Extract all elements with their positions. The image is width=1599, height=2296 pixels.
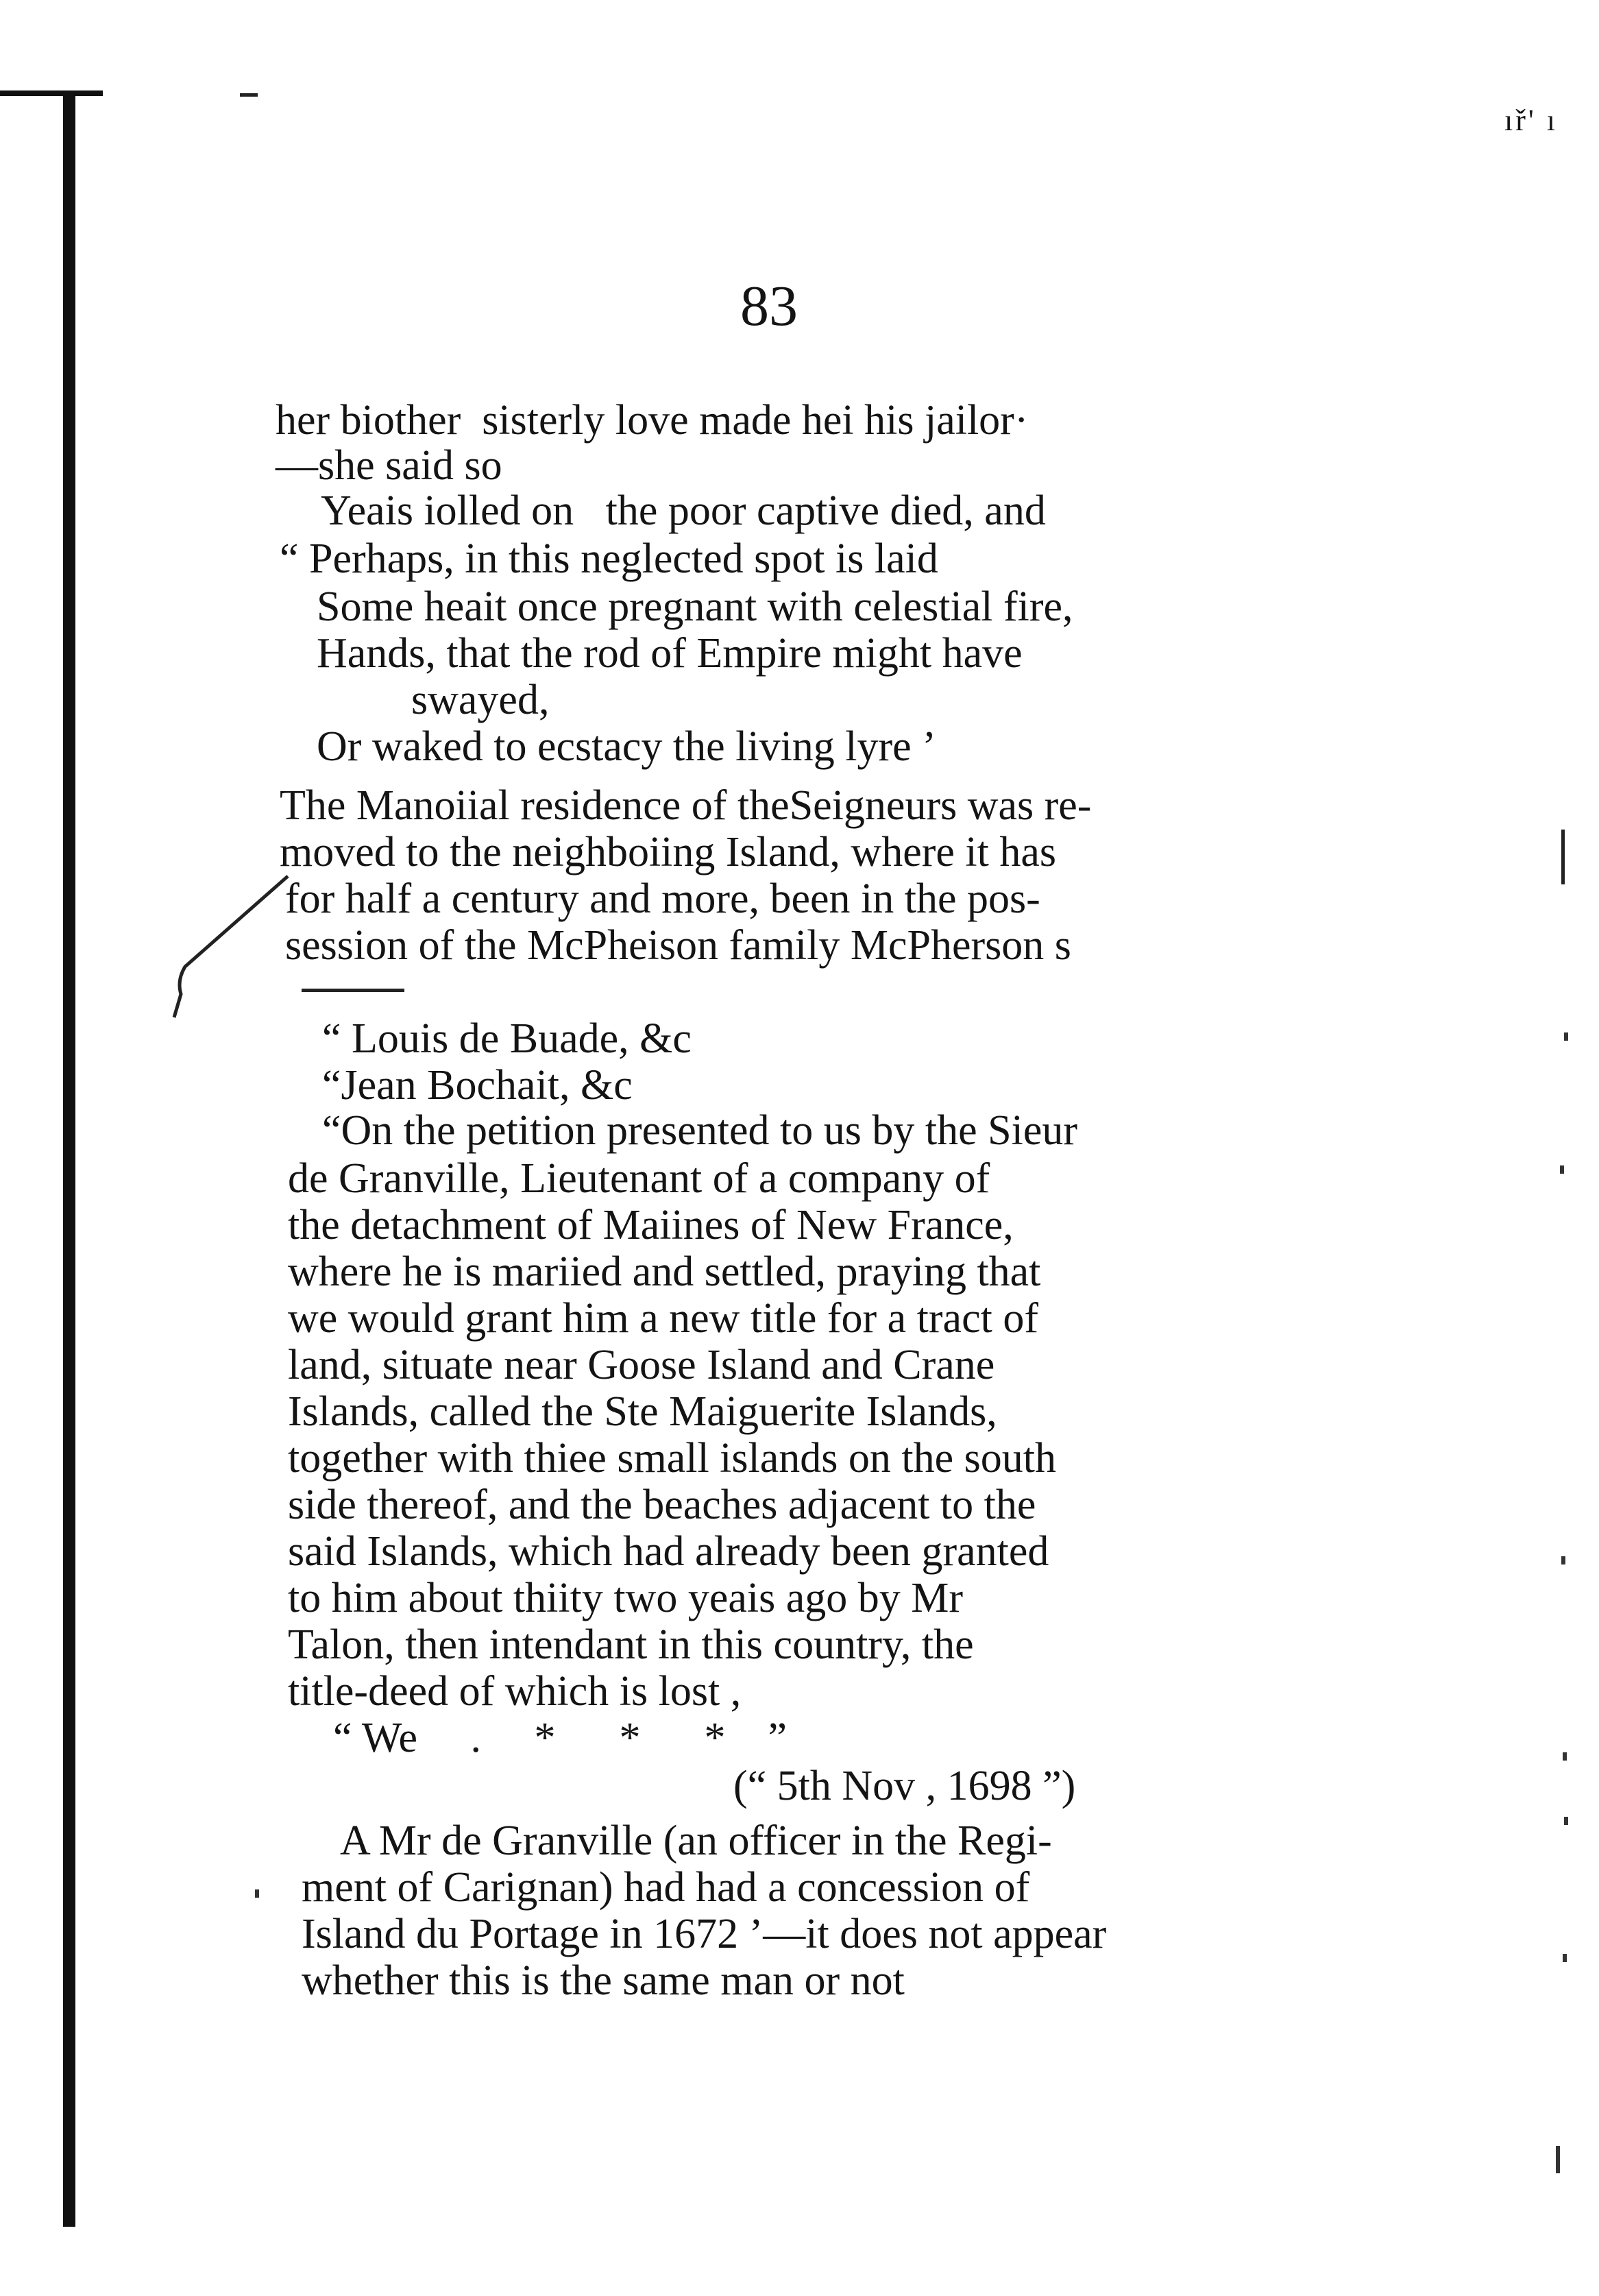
page-number: 83 — [740, 274, 798, 338]
margin-speck — [1564, 1817, 1568, 1825]
text-line: to him about thiity two yeais ago by Mr — [288, 1575, 964, 1621]
text-line: The Manoiial residence of theSeigneurs was re- — [280, 782, 1092, 829]
section-rule — [302, 989, 404, 992]
text-line: (“ 5th Nov , 1698 ”) — [733, 1763, 1076, 1809]
margin-annotation-stroke — [164, 871, 295, 1028]
text-line: session of the McPheison family McPherson s — [285, 922, 1071, 969]
margin-speck — [1564, 1032, 1568, 1041]
text-line: said Islands, which had already been granted — [288, 1528, 1049, 1575]
binding-edge — [63, 95, 75, 2227]
text-line: we would grant him a new title for a tract of — [288, 1295, 1038, 1342]
text-line: moved to the neighboiing Island, where it has — [280, 829, 1056, 875]
text-line: where he is mariied and settled, praying that — [288, 1248, 1041, 1295]
text-line: Or waked to ecstacy the living lyre ’ — [317, 723, 936, 770]
text-line: her biother sisterly love made hei his jailor· — [276, 397, 1029, 444]
text-line: “ Louis de Buade, &c — [322, 1015, 692, 1062]
margin-dash — [240, 93, 258, 97]
text-line: A Mr de Granville (an officer in the Regi- — [340, 1817, 1052, 1864]
text-line: Talon, then intendant in this country, the — [288, 1621, 974, 1668]
margin-speck — [1561, 1556, 1565, 1564]
corner-mark: ıř' ı — [1504, 104, 1558, 137]
text-line: land, situate near Goose Island and Crane — [288, 1342, 995, 1388]
text-line: swayed, — [411, 677, 550, 723]
text-line: “On the petition presented to us by the Sieur — [322, 1107, 1077, 1154]
right-margin-mark — [1561, 830, 1565, 884]
text-line: ment of Carignan) had had a concession of — [302, 1864, 1030, 1911]
text-line: de Granville, Lieutenant of a company of — [288, 1155, 990, 1202]
text-line: “ We . * * * ” — [333, 1715, 787, 1761]
text-line: —she said so — [276, 442, 502, 489]
text-line: Some heait once pregnant with celestial fire, — [317, 583, 1073, 630]
text-line: Island du Portage in 1672 ’—it does not appear — [302, 1911, 1107, 1957]
text-line: title-deed of which is lost , — [288, 1668, 742, 1715]
margin-speck — [1563, 1752, 1567, 1761]
margin-speck — [1560, 1165, 1564, 1174]
text-line: together with thiee small islands on the south — [288, 1435, 1056, 1482]
text-line: whether this is the same man or not — [302, 1957, 905, 2004]
text-line: Hands, that the rod of Empire might have — [317, 630, 1023, 677]
margin-speck — [1556, 2146, 1560, 2173]
margin-speck — [1563, 1954, 1567, 1962]
text-line: side thereof, and the beaches adjacent to the — [288, 1482, 1036, 1528]
binding-edge-top — [0, 90, 103, 96]
text-line: Yeais iolled on the poor captive died, and — [321, 487, 1046, 534]
margin-speck — [255, 1889, 259, 1898]
text-line: Islands, called the Ste Maiguerite Islands, — [288, 1388, 997, 1435]
text-line: “ Perhaps, in this neglected spot is laid — [280, 535, 938, 582]
text-line: “Jean Bochait, &c — [322, 1062, 633, 1109]
text-line: for half a century and more, been in the pos- — [285, 875, 1040, 922]
text-line: the detachment of Maiines of New France, — [288, 1202, 1014, 1248]
